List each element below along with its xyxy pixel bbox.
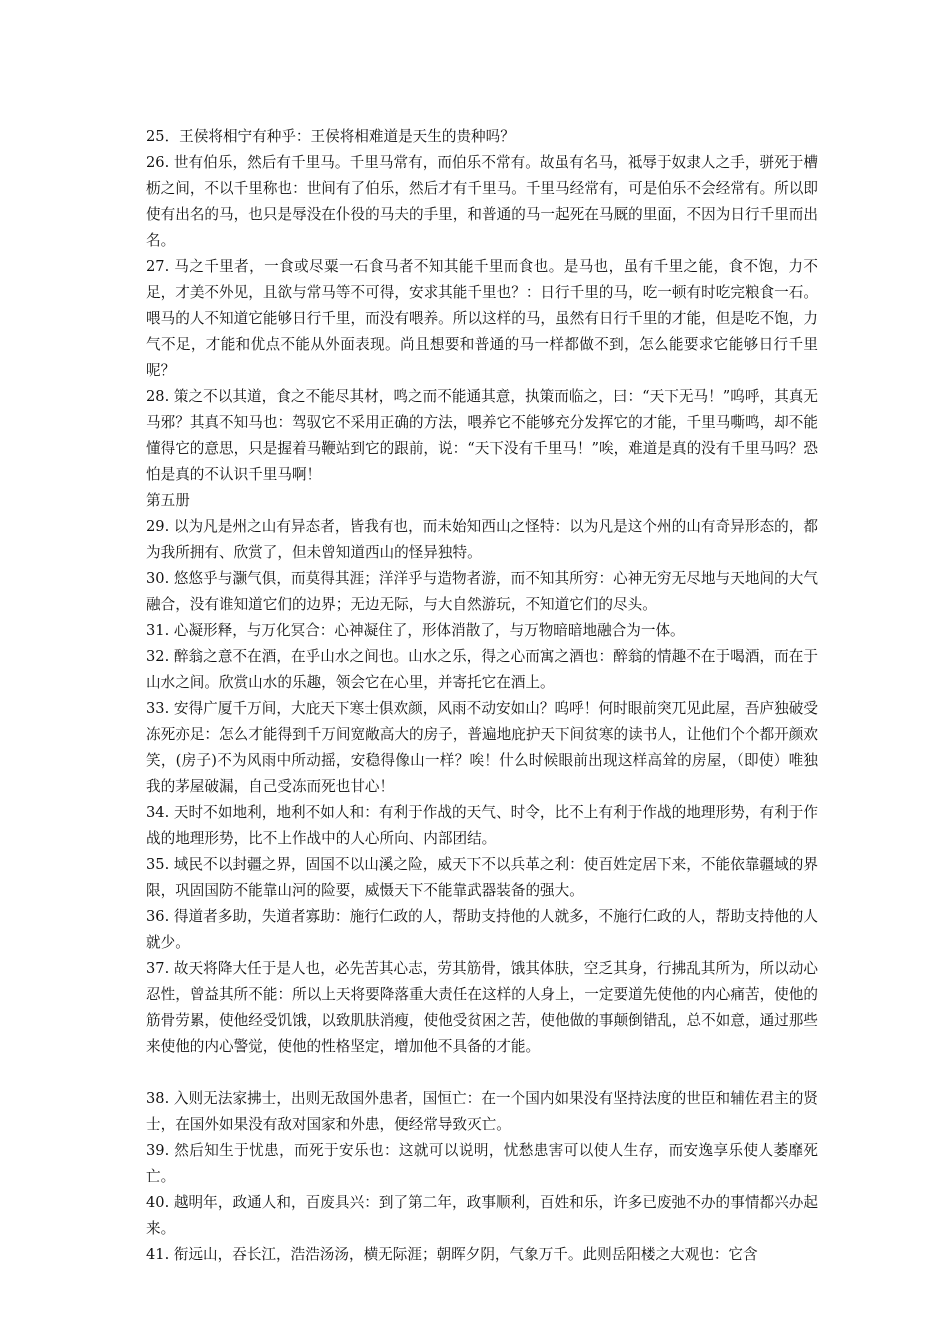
entry-26: 26. 世有伯乐，然后有千里马。千里马常有，而伯乐不常有。故虽有名马，祗辱于奴隶人之手，骈死于槽枥之间，不以千里称也：世间有了伯乐，然后才有千里马。千里马经常有，可是伯乐不会经常有。所以即使有出名的马，也只是辱没在仆役的马夫的手里，和普通的马一起死在马厩的里面，不因为日行千里而出名。 [146,154,818,249]
entry-39: 39. 然后知生于忧患，而死于安乐也：这就可以说明，忧愁患害可以使人生存，而安逸享乐使人萎靡死亡。 [146,1142,818,1185]
entry-25: 25．王侯将相宁有种乎：王侯将相难道是天生的贵种吗？ [146,128,515,145]
blank-line [146,1060,818,1086]
entry-40: 40. 越明年，政通人和，百废具兴：到了第二年，政事顺利，百姓和乐，许多已废弛不办的事情都兴办起来。 [146,1194,818,1237]
entry-36: 36. 得道者多助，失道者寡助：施行仁政的人，帮助支持他的人就多，不施行仁政的人，帮助支持他的人就少。 [146,908,818,951]
entry-31: 31. 心凝形释，与万化冥合：心神凝住了，形体消散了，与万物暗暗地融合为一体。 [146,622,685,639]
entry-29: 29. 以为凡是州之山有异态者，皆我有也，而未始知西山之怪特：以为凡是这个州的山有奇异形态的，都为我所拥有、欣赏了，但未曾知道西山的怪异独特。 [146,518,818,561]
entry-32: 32. 醉翁之意不在酒，在乎山水之间也。山水之乐，得之心而寓之酒也：醉翁的情趣不在于喝酒，而在于山水之间。欣赏山水的乐趣，领会它在心里，并寄托它在酒上。 [146,648,818,691]
entry-35: 35. 域民不以封疆之界，固国不以山溪之险，威天下不以兵革之利：使百姓定居下来，不能依靠疆域的界限，巩固国防不能靠山河的险要，威慑天下不能靠武器装备的强大。 [146,856,818,899]
entry-34: 34. 天时不如地利，地利不如人和：有利于作战的天气、时令，比不上有利于作战的地理形势，有利于作战的地理形势，比不上作战中的人心所向、内部团结。 [146,804,818,847]
entry-41: 41. 衔远山，吞长江，浩浩汤汤，横无际涯；朝晖夕阴，气象万千。此则岳阳楼之大观也：它含 [146,1246,758,1263]
entry-38: 38. 入则无法家拂士，出则无敌国外患者，国恒亡：在一个国内如果没有坚持法度的世臣和辅佐君主的贤士，在国外如果没有敌对国家和外患，便经常导致灭亡。 [146,1090,818,1133]
entry-30: 30. 悠悠乎与灏气俱，而莫得其涯；洋洋乎与造物者游，而不知其所穷：心神无穷无尽地与天地间的大气融合，没有谁知道它们的边界；无边无际，与大自然游玩，不知道它们的尽头。 [146,570,818,613]
entry-33: 33. 安得广厦千万间，大庇天下寒士俱欢颜，风雨不动安如山？呜呼！何时眼前突兀见此屋，吾庐独破受冻死亦足：怎么才能得到千万间宽敞高大的房子，普遍地庇护天下间贫寒的读书人，让他们个个都开颜欢笑，(房子)不为风雨中所动摇，安稳得像山一样？唉！什么时候眼前出现这样高耸的房屋，（即使）唯独我的茅屋破漏，自己受冻而死也甘心！ [146,700,818,795]
entry-28: 28. 策之不以其道，食之不能尽其材，鸣之而不能通其意，执策而临之，曰：“天下无马！”呜呼，其真无马邪？其真不知马也：驾驭它不采用正确的方法，喂养它不能够充分发挥它的才能，千里马嘶鸣，却不能懂得它的意思，只是握着马鞭站到它的跟前，说：“天下没有千里马！”唉，难道是真的没有千里马吗？恐怕是真的不认识千里马啊！ [146,388,818,483]
document-body [146,124,818,1268]
entry-27: 27. 马之千里者，一食或尽粟一石食马者不知其能千里而食也。是马也，虽有千里之能，食不饱，力不足，才美不外见，且欲与常马等不可得，安求其能千里也？：日行千里的马，吃一顿有时吃完粮食一石。喂马的人不知道它能够日行千里，而没有喂养。所以这样的马，虽然有日行千里的才能，但是吃不饱，力气不足，才能和优点不能从外面表现。尚且想要和普通的马一样都做不到，怎么能要求它能够日行千里呢？ [146,258,818,379]
section-heading-volume-5: 第五册 [146,492,190,509]
entry-37: 37. 故天将降大任于是人也，必先苦其心志，劳其筋骨，饿其体肤，空乏其身，行拂乱其所为，所以动心忍性，曾益其所不能：所以上天将要降落重大责任在这样的人身上，一定要道先使他的内心痛苦，使他的筋骨劳累，使他经受饥饿，以致肌肤消瘦，使他受贫困之苦，使他做的事颠倒错乱，总不如意，通过那些来使他的内心警觉，使他的性格坚定，增加他不具备的才能。 [146,960,818,1055]
